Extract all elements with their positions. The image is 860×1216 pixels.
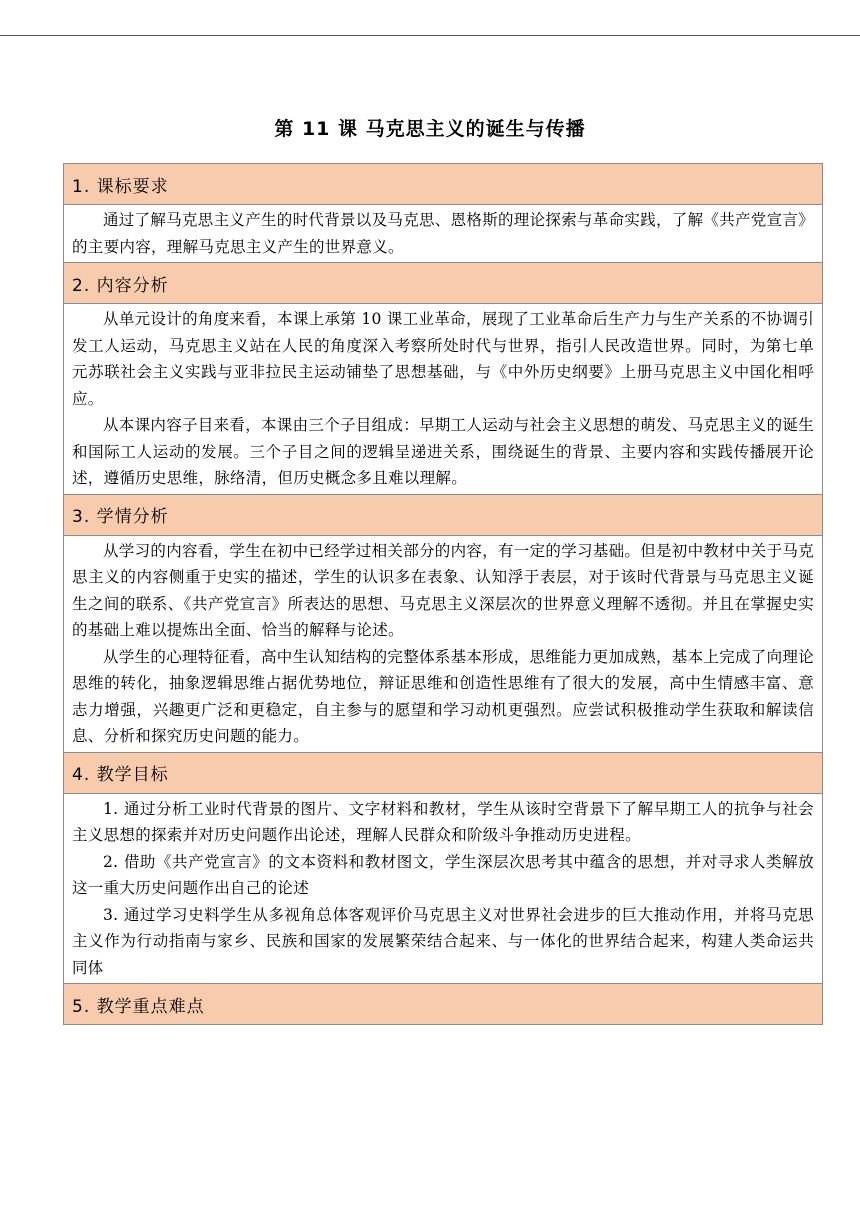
section-header-content-analysis bbox=[64, 263, 823, 304]
document-title: 第 11 课 马克思主义的诞生与传播 bbox=[274, 118, 586, 140]
section-body-curriculum-requirements bbox=[64, 205, 823, 263]
section-header-key-difficult-points bbox=[64, 984, 823, 1025]
paragraph: 1. 通过分析工业时代背景的图片、文字材料和教材，学生从该时空背景下了解早期工人的抗争与社会主义思想的探索并对历史问题作出论述，理解人民群众和阶级斗争推动历史进程。 bbox=[72, 799, 814, 844]
paragraph: 从单元设计的角度来看，本课上承第 10 课工业革命，展现了工业革命后生产力与生产关系的不协调引发工人运动，马克思主义站在人民的角度深入考察所处时代与世界，指引人民改造世界。同时，为第七单元苏联社会主义实践与亚非拉民主运动铺垫了思想基础，与《中外历史纲要》上册马克思主义中国化相呼应。 bbox=[72, 310, 814, 408]
paragraph: 从本课内容子目来看，本课由三个子目组成：早期工人运动与社会主义思想的萌发、马克思主义的诞生和国际工人运动的发展。三个子目之间的逻辑呈递进关系，围绕诞生的背景、主要内容和实践传播展开论述，遵循历史思维，脉络清，但历史概念多且难以理解。 bbox=[72, 416, 815, 487]
section-body-teaching-objectives bbox=[64, 793, 823, 984]
section-heading: 2. 内容分析 bbox=[64, 263, 823, 304]
paragraph: 从学生的心理特征看，高中生认知结构的完整体系基本形成，思维能力更加成熟，基本上完成了向理论思维的转化，抽象逻辑思维占据优势地位，辩证思维和创造性思维有了很大的发展，高中生情感丰富、意志力增强，兴趣更广泛和更稳定，自主参与的愿望和学习动机更强烈。应尝试积极推动学生获取和解读信息、分析和探究历史问题的能力。 bbox=[72, 647, 815, 745]
header-rule bbox=[0, 35, 860, 36]
section-heading: 4. 教学目标 bbox=[64, 752, 823, 793]
paragraph: 通过了解马克思主义产生的时代背景以及马克思、恩格斯的理论探索与革命实践，了解《共产党宣言》的主要内容，理解马克思主义产生的世界意义。 bbox=[72, 211, 815, 256]
section-heading: 5. 教学重点难点 bbox=[64, 984, 823, 1025]
section-header-teaching-objectives bbox=[64, 752, 823, 793]
paragraph: 从学习的内容看，学生在初中已经学过相关部分的内容，有一定的学习基础。但是初中教材中关于马克思主义的内容侧重于史实的描述，学生的认识多在表象、认知浮于表层，对于该时代背景与马克思主义诞生之间的联系、《共产党宣言》所表达的思想、马克思主义深层次的世界意义理解不透彻。并且在掌握史实的基础上难以提炼出全面、恰当的解释与论述。 bbox=[72, 541, 815, 639]
section-body-content-analysis bbox=[64, 304, 823, 495]
paragraph: 2. 借助《共产党宣言》的文本资料和教材图文，学生深层次思考其中蕴含的思想，并对寻求人类解放这一重大历史问题作出自己的论述 bbox=[72, 852, 814, 897]
section-heading: 1. 课标要求 bbox=[64, 164, 823, 205]
section-heading: 3. 学情分析 bbox=[64, 494, 823, 535]
paragraph: 3. 通过学习史料学生从多视角总体客观评价马克思主义对世界社会进步的巨大推动作用，并将马克思主义作为行动指南与家乡、民族和国家的发展繁荣结合起来、与一体化的世界结合起来，构建人类命运共同体 bbox=[72, 905, 814, 977]
lesson-plan-table bbox=[63, 163, 823, 1025]
section-body-learner-analysis bbox=[64, 535, 823, 752]
section-header-curriculum-requirements bbox=[64, 164, 823, 205]
section-header-learner-analysis bbox=[64, 494, 823, 535]
